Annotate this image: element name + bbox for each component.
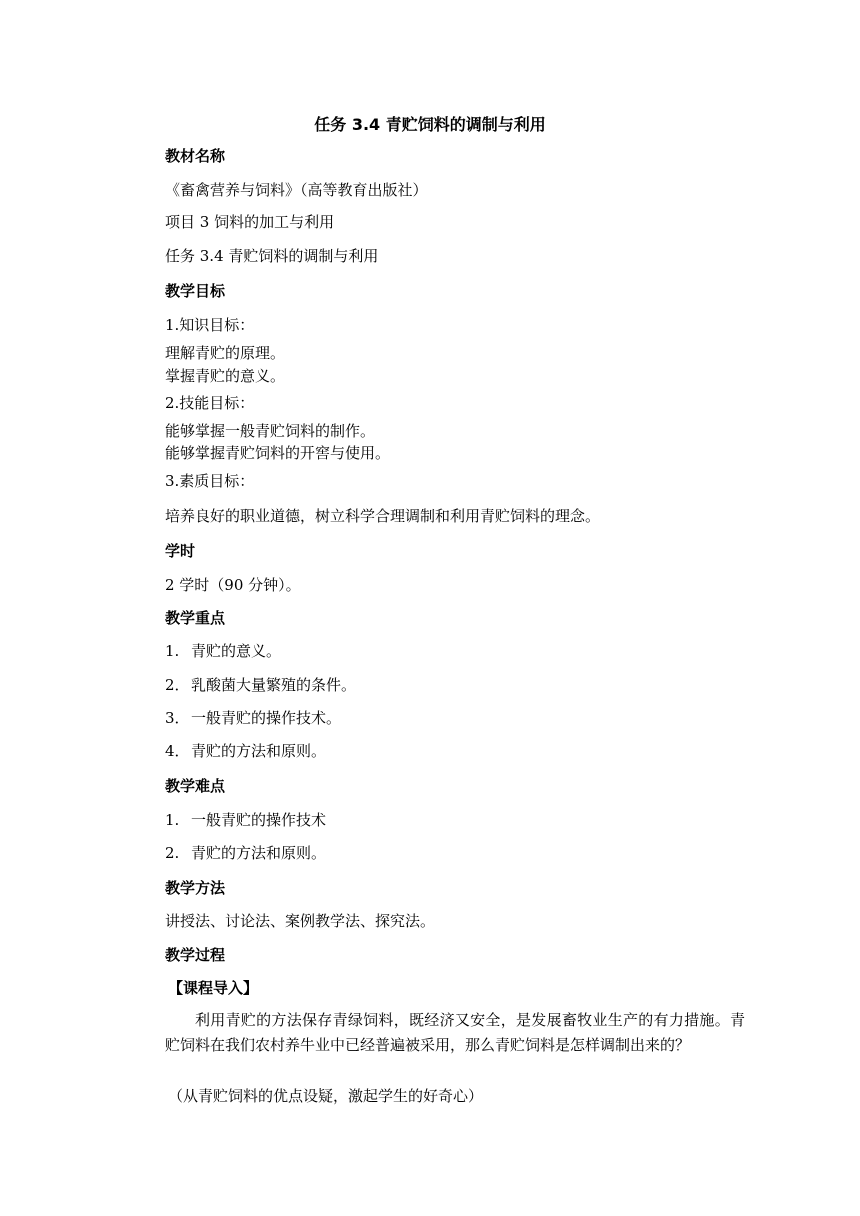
item-text: 乳酸菌大量繁殖的条件。 bbox=[191, 676, 357, 694]
key-point-item bbox=[165, 675, 356, 695]
quality-text: 培养良好的职业道德，树立科学合理调制和利用青贮饲料的理念。 bbox=[165, 507, 601, 525]
document-title: 任务 3.4 青贮饲料的调制与利用 bbox=[314, 115, 546, 134]
knowledge-label: 1.知识目标： bbox=[165, 316, 255, 334]
item-text: 青贮的方法和原则。 bbox=[191, 844, 327, 862]
item-number: 1. bbox=[165, 811, 180, 829]
item-text: 一般青贮的操作技术 bbox=[191, 811, 327, 829]
item-text: 青贮的方法和原则。 bbox=[191, 742, 327, 760]
item-text: 一般青贮的操作技术。 bbox=[191, 709, 342, 727]
process-heading: 教学过程 bbox=[165, 946, 226, 964]
textbook-task: 任务 3.4 青贮饲料的调制与利用 bbox=[165, 247, 379, 265]
difficulties-heading: 教学难点 bbox=[165, 777, 226, 795]
item-number: 1. bbox=[165, 642, 180, 660]
quality-label: 3.素质目标： bbox=[165, 472, 255, 490]
textbook-heading: 教材名称 bbox=[165, 147, 226, 165]
key-point-item bbox=[165, 741, 326, 761]
knowledge-item: 理解青贮的原理。 bbox=[165, 344, 286, 362]
skill-label: 2.技能目标： bbox=[165, 394, 255, 412]
hours-text: 2 学时（90 分钟）。 bbox=[165, 576, 301, 594]
key-point-item bbox=[165, 641, 281, 661]
objectives-heading: 教学目标 bbox=[165, 282, 226, 300]
key-points-heading: 教学重点 bbox=[165, 609, 226, 627]
difficulty-item bbox=[165, 810, 326, 830]
item-number: 4． bbox=[165, 742, 190, 760]
intro-heading: 【课程导入】 bbox=[168, 979, 259, 997]
hours-heading: 学时 bbox=[165, 542, 196, 560]
intro-paragraph: 利用青贮的方法保存青绿饲料，既经济又安全，是发展畜牧业生产的有力措施。青贮饲料在我们农村养牛业中已经普遍被采用，那么青贮饲料是怎样调制出来的？ bbox=[165, 1011, 745, 1054]
difficulty-item bbox=[165, 843, 326, 863]
skill-item: 能够掌握青贮饲料的开窖与使用。 bbox=[165, 444, 391, 462]
knowledge-item: 掌握青贮的意义。 bbox=[165, 367, 286, 385]
skill-item: 能够掌握一般青贮饲料的制作。 bbox=[165, 422, 376, 440]
key-point-item bbox=[165, 708, 341, 728]
item-number: 2. bbox=[165, 844, 180, 862]
methods-text: 讲授法、讨论法、案例教学法、探究法。 bbox=[165, 912, 436, 930]
item-text: 青贮的意义。 bbox=[191, 642, 282, 660]
item-number: 2． bbox=[165, 676, 190, 694]
item-number: 3． bbox=[165, 709, 190, 727]
intro-note: （从青贮饲料的优点设疑，激起学生的好奇心） bbox=[168, 1087, 484, 1105]
textbook-project: 项目 3 饲料的加工与利用 bbox=[165, 213, 335, 231]
methods-heading: 教学方法 bbox=[165, 879, 226, 897]
textbook-name: 《畜禽营养与饲料》（高等教育出版社） bbox=[165, 181, 428, 199]
